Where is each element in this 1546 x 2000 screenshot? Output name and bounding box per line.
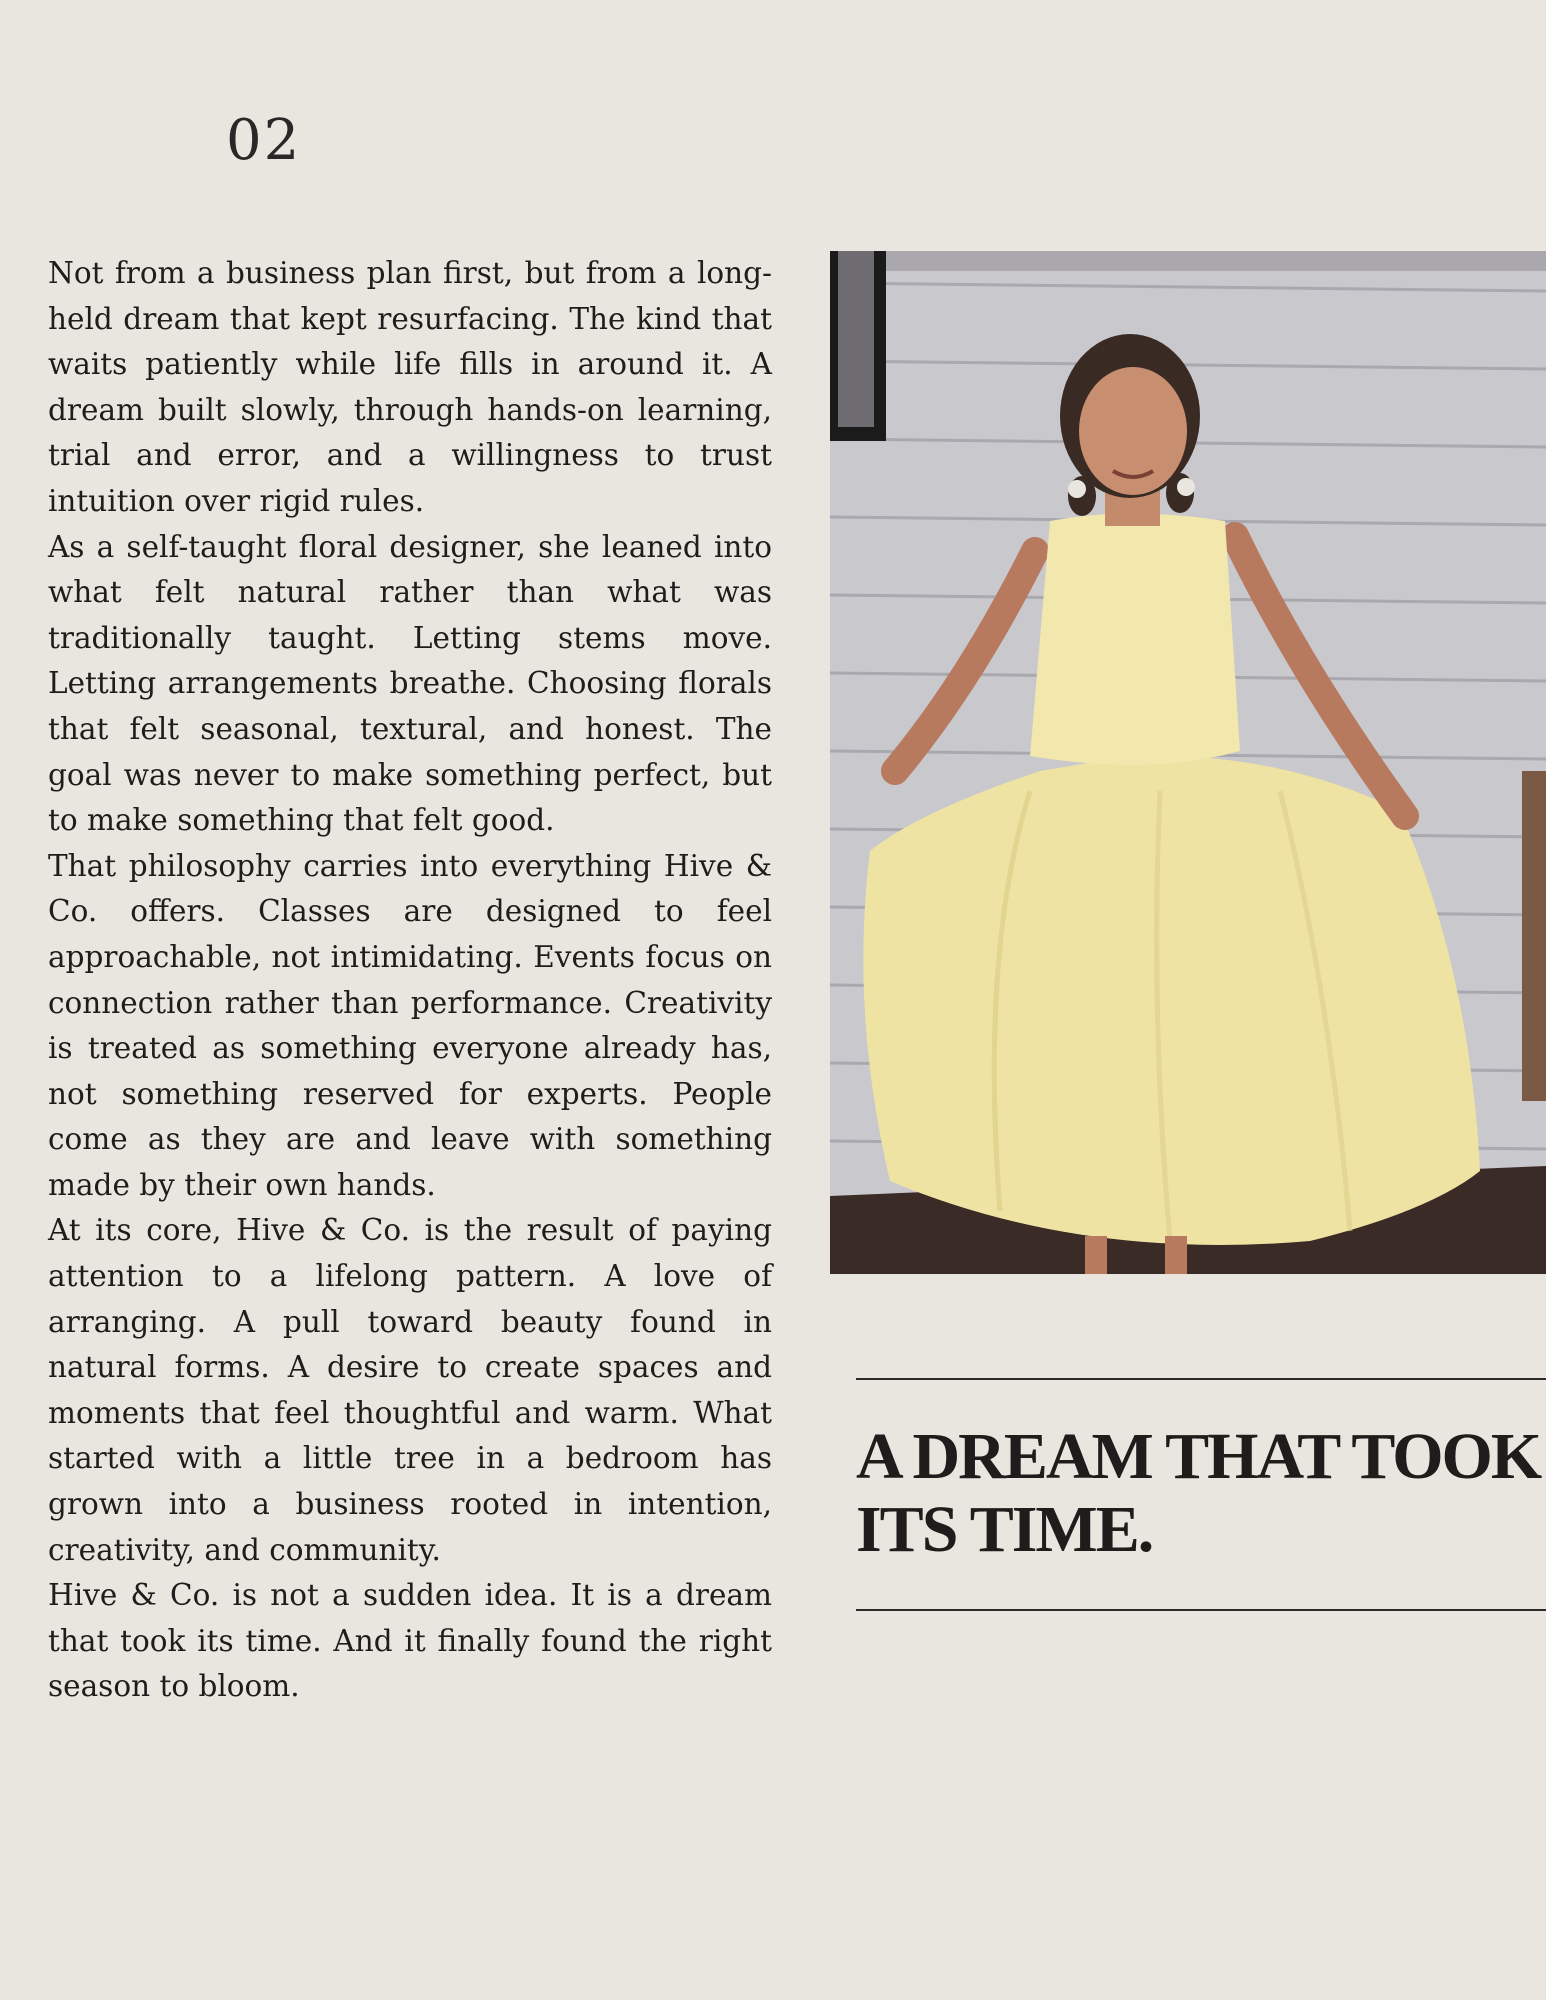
photo-girl-in-yellow-dress [830,251,1546,1274]
photo-illustration [830,251,1546,1274]
paragraph: As a self-taught floral designer, she leaned into what felt natural rather than what was traditionally taught. Letting stems move. Letting arrangements breathe. Choosing florals that felt seasonal, textural, and honest. The goal was never to make something perfect, but to make something that felt good. [48,529,772,838]
paragraph: At its core, Hive & Co. is the result of paying attention to a lifelong pattern. A love of arranging. A pull toward beauty found in natural forms. A desire to create spaces and moments that feel thoughtful and warm. What started with a little tree in a bedroom has grown into a business rooted in intention, creativity, and community. [48,1213,772,1567]
headline-top-rule [856,1378,1546,1380]
headline-bottom-rule [856,1609,1546,1611]
headline [856,1420,1546,1566]
paragraph: Not from a business plan first, but from a long-held dream that kept resurfacing. The kind that waits patiently while life fills in around it. A dream built slowly, through hands-on learning, trial and error, and a willingness to trust intuition over rigid rules. [48,256,772,518]
body-text [48,251,772,1710]
headline-line-1: A DREAM THAT TOOK [856,1420,1541,1493]
headline-line-2: ITS TIME. [856,1493,1153,1566]
page-number: 02 [226,108,302,173]
paragraph: Hive & Co. is not a sudden idea. It is a dream that took its time. And it finally found the right season to bloom. [48,1578,772,1704]
paragraph: That philosophy carries into everything Hive & Co. offers. Classes are designed to feel approachable, not intimidating. Events focus on connection rather than performance. Creativity is treated as something everyone already has, not something reserved for experts. People come as they are and leave with something made by their own hands. [48,848,772,1202]
